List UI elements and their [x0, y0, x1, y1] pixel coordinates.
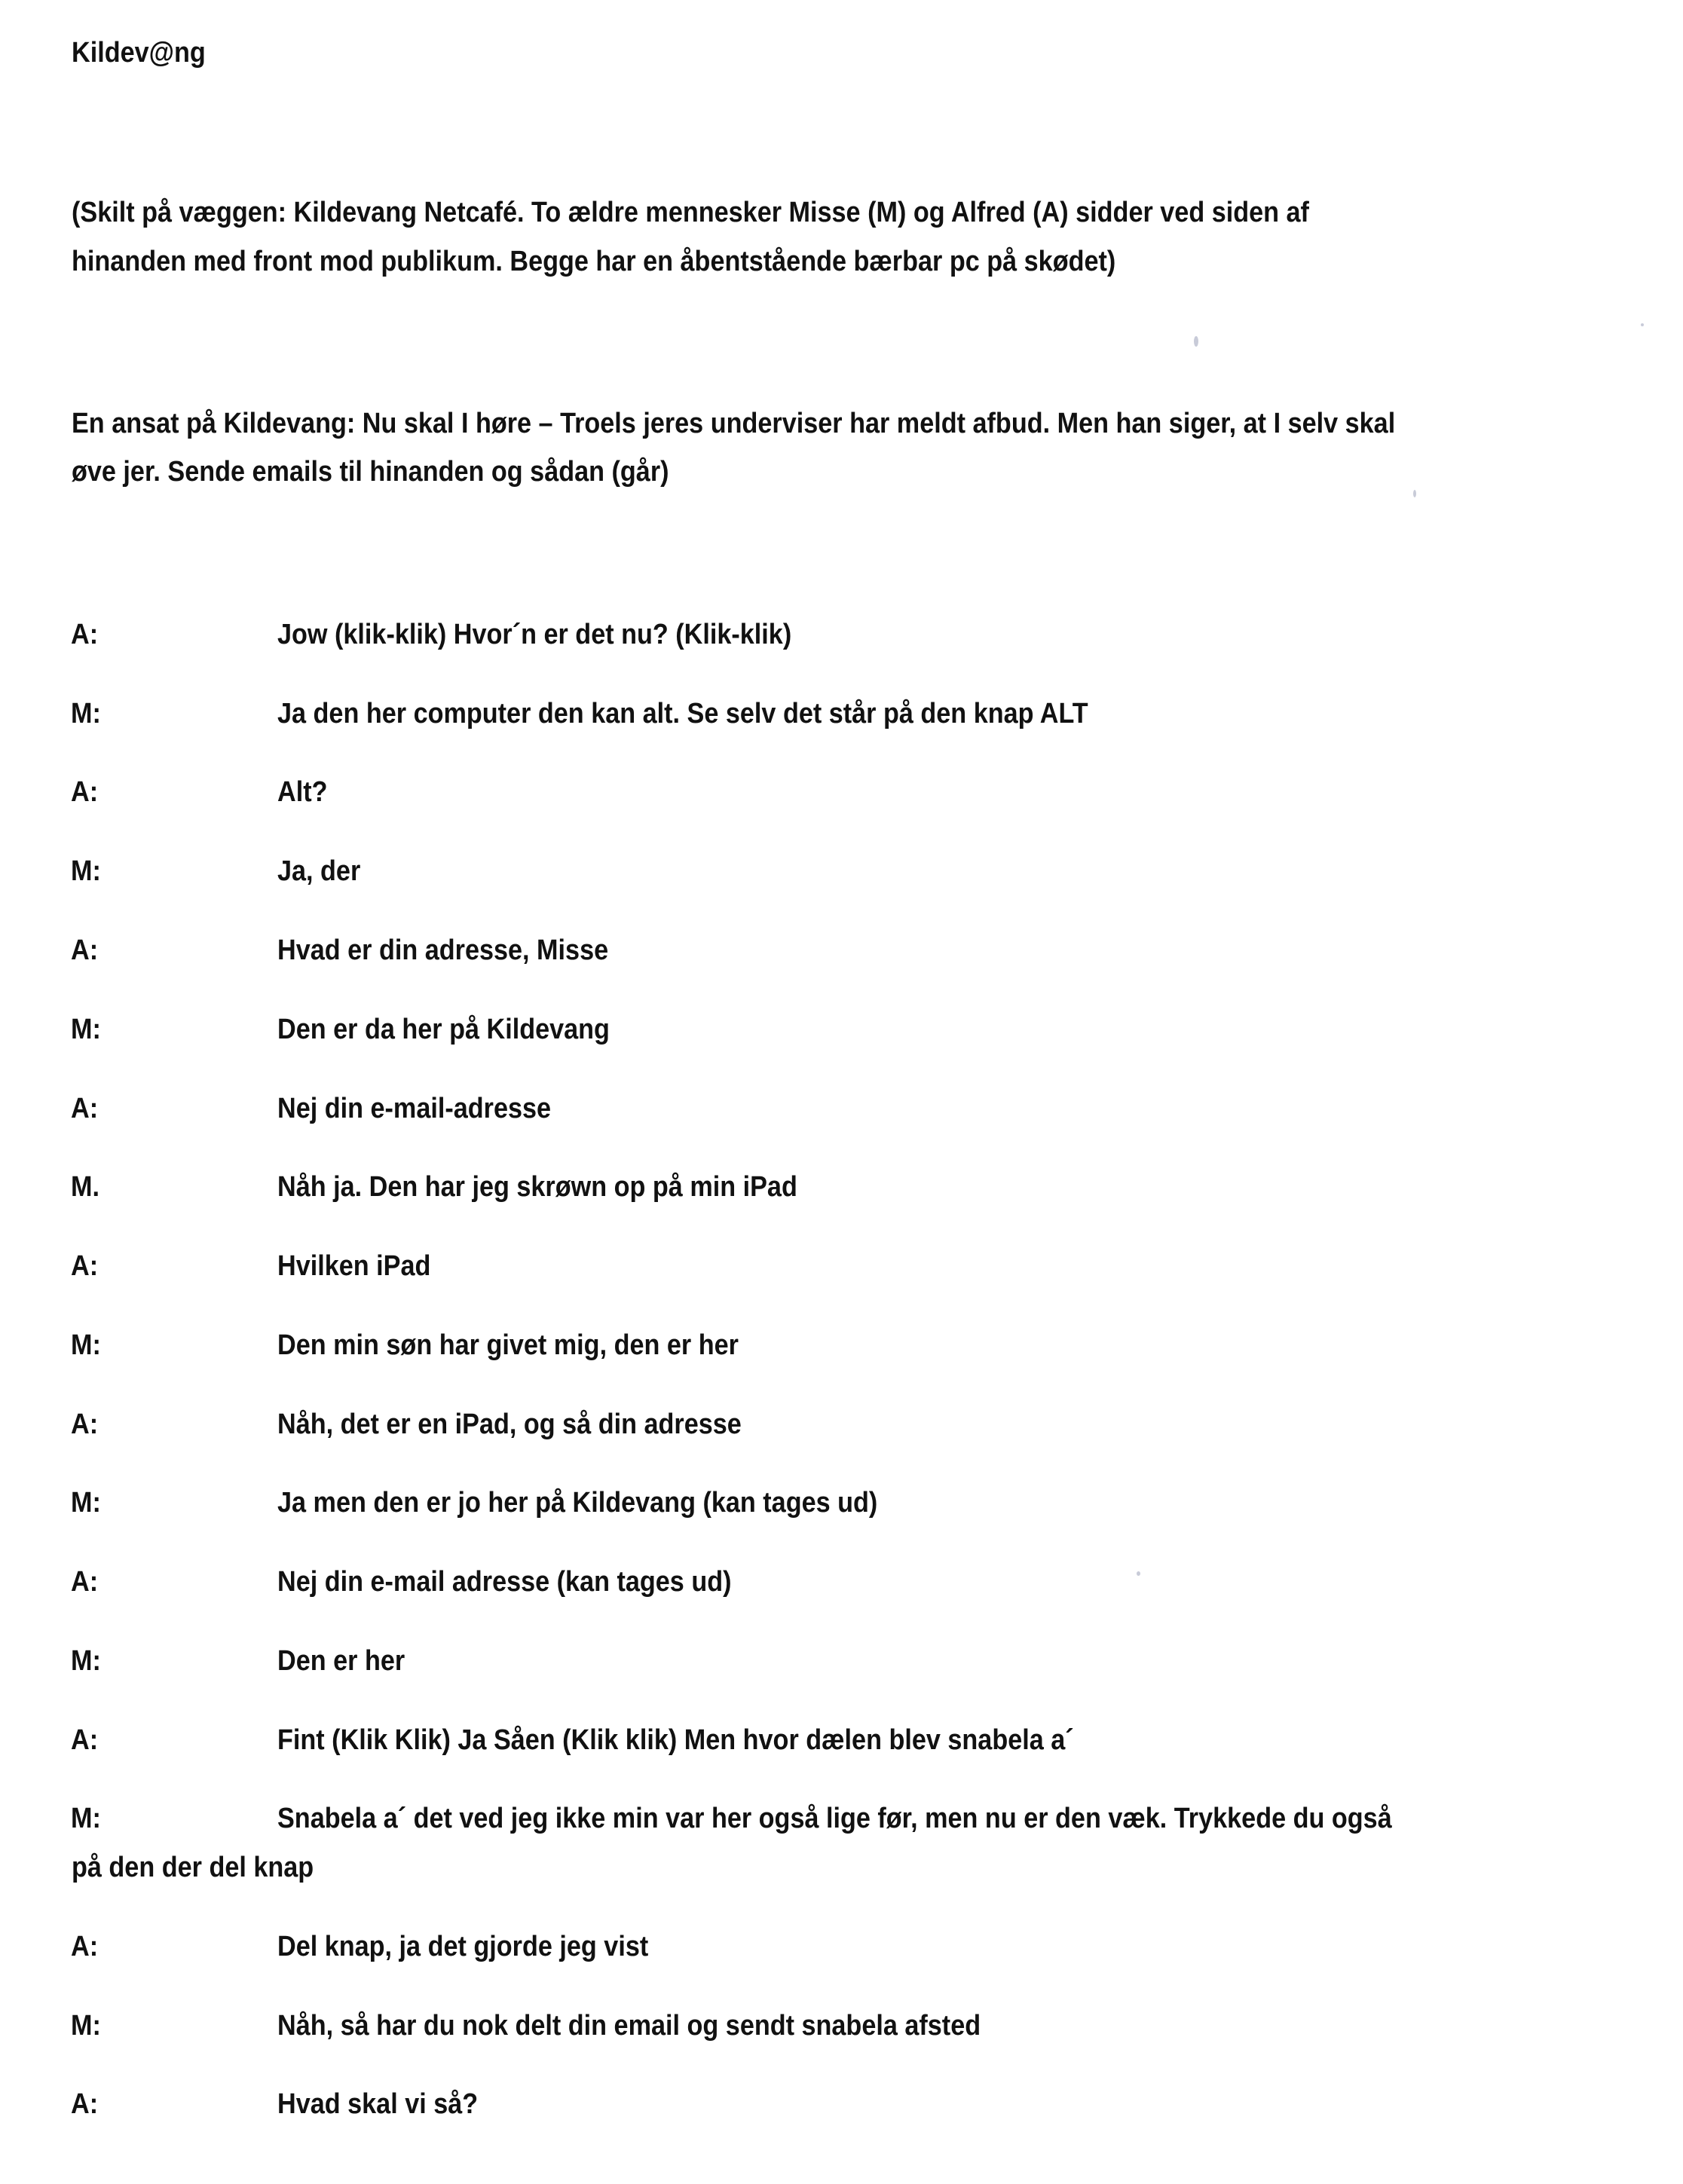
- speaker-label: A:: [71, 1250, 99, 1282]
- speaker-label: A:: [71, 2088, 99, 2120]
- scan-speck: [1641, 323, 1644, 326]
- speaker-label: A:: [71, 1724, 99, 1756]
- document-title: Kildev@ng: [72, 37, 206, 69]
- dialogue-text: Den min søn har givet mig, den er her: [277, 1329, 739, 1361]
- speaker-label: M:: [71, 1329, 101, 1361]
- speaker-label: M.: [71, 1171, 99, 1203]
- dialogue-text: Snabela a´ det ved jeg ikke min var her også lige før, men nu er den væk. Trykkede du også: [277, 1803, 1392, 1834]
- speaker-label: A:: [71, 776, 99, 808]
- dialogue-text: Ja den her computer den kan alt. Se selv det står på den knap ALT: [277, 698, 1088, 730]
- speaker-label: M:: [71, 1803, 101, 1834]
- speaker-label: M:: [71, 1487, 101, 1519]
- scan-speck: [1194, 336, 1198, 347]
- scan-speck: [1137, 1571, 1140, 1576]
- speaker-label: M:: [71, 698, 101, 730]
- dialogue-text: Fint (Klik Klik) Ja Såen (Klik klik) Men hvor dælen blev snabela a´: [277, 1724, 1074, 1756]
- dialogue-text: Hvad er din adresse, Misse: [277, 934, 609, 966]
- dialogue-text: Nåh, det er en iPad, og så din adresse: [277, 1409, 742, 1440]
- speaker-label: A:: [71, 1093, 99, 1124]
- dialogue-text: Nåh, så har du nok delt din email og sendt snabela afsted: [277, 2010, 981, 2042]
- speaker-label: M:: [71, 2010, 101, 2042]
- speaker-label: M:: [71, 1645, 101, 1677]
- dialogue-text: Hvilken iPad: [277, 1250, 431, 1282]
- dialogue-text: Nej din e-mail adresse (kan tages ud): [277, 1566, 732, 1598]
- dialogue-text: Jow (klik-klik) Hvor´n er det nu? (Klik-klik): [277, 619, 792, 650]
- speaker-label: A:: [71, 619, 99, 650]
- announcement-line: øve jer. Sende emails til hinanden og sådan (går): [72, 456, 669, 488]
- speaker-label: A:: [71, 1409, 99, 1440]
- dialogue-text: Del knap, ja det gjorde jeg vist: [277, 1931, 649, 1962]
- speaker-label: M:: [71, 1014, 101, 1045]
- dialogue-text-continuation: på den der del knap: [72, 1852, 314, 1883]
- dialogue-text: Ja men den er jo her på Kildevang (kan tages ud): [277, 1487, 878, 1519]
- dialogue-text: Nej din e-mail-adresse: [277, 1093, 552, 1124]
- stage-direction-line: (Skilt på væggen: Kildevang Netcafé. To ældre mennesker Misse (M) og Alfred (A) sidder ved siden af: [72, 197, 1309, 228]
- dialogue-text: Den er da her på Kildevang: [277, 1014, 610, 1045]
- speaker-label: A:: [71, 934, 99, 966]
- stage-direction-line: hinanden med front mod publikum. Begge har en åbentstående bærbar pc på skødet): [72, 246, 1116, 277]
- dialogue-text: Nåh ja. Den har jeg skrøwn op på min iPad: [277, 1171, 797, 1203]
- speaker-label: A:: [71, 1931, 99, 1962]
- scan-speck: [1413, 490, 1416, 497]
- dialogue-text: Hvad skal vi så?: [277, 2088, 479, 2120]
- speaker-label: A:: [71, 1566, 99, 1598]
- speaker-label: M:: [71, 855, 101, 887]
- dialogue-text: Den er her: [277, 1645, 405, 1677]
- dialogue-text: Ja, der: [277, 855, 361, 887]
- dialogue-text: Alt?: [277, 776, 328, 808]
- announcement-line: En ansat på Kildevang: Nu skal I høre – Troels jeres underviser har meldt afbud. Men han siger, at I selv skal: [72, 408, 1396, 439]
